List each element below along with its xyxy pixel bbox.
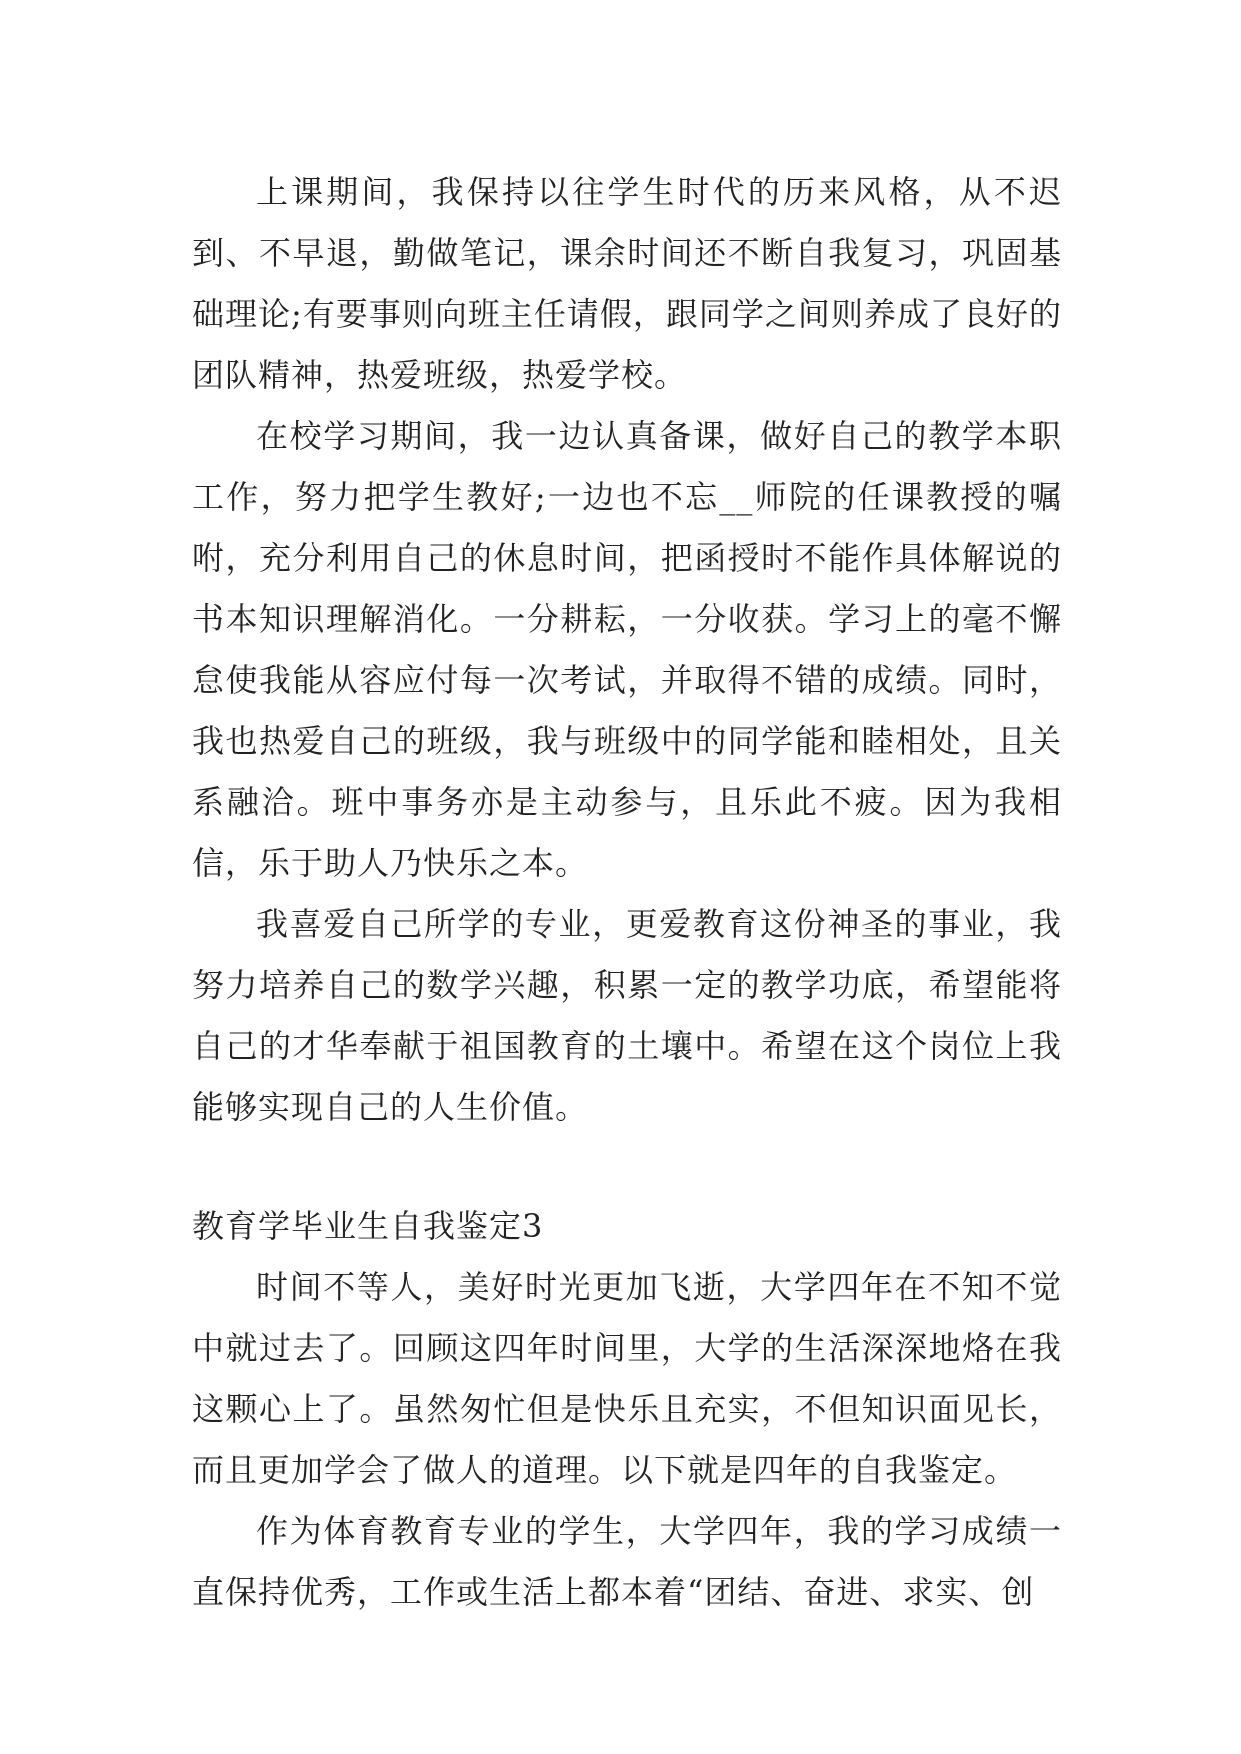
- paragraph-class-conduct: 上课期间，我保持以往学生时代的历来风格，从不迟到、不早退，勤做笔记，课余时间还不断自我复习，巩固基础理论;有要事则向班主任请假，跟同学之间则养成了良好的团队精神，热爱班级，热爱学校。: [192, 173, 1062, 394]
- section-heading: 教育学毕业生自我鉴定3: [192, 1207, 544, 1245]
- paragraph-study-period: 在校学习期间，我一边认真备课，做好自己的教学本职工作，努力把学生教好;一边也不忘__师院的任课教授的嘱咐，充分利用自己的休息时间，把函授时不能作具体解说的书本知识理解消化。一分耕耘，一分收获。学习上的毫不懈怠使我能从容应付每一次考试，并取得不错的成绩。同时，我也热爱自己的班级，我与班级中的同学能和睦相处，且关系融洽。班中事务亦是主动参与，且乐此不疲。因为我相信，乐于助人乃快乐之本。: [192, 417, 1062, 882]
- paragraph-pe-student: 作为体育教育专业的学生，大学四年，我的学习成绩一直保持优秀，工作或生活上都本着“团结、奋进、求实、创: [192, 1512, 1062, 1611]
- paragraph-four-years: 时间不等人，美好时光更加飞逝，大学四年在不知不觉中就过去了。回顾这四年时间里，大学的生活深深地烙在我这颗心上了。虽然匆忙但是快乐且充实，不但知识面见长，而且更加学会了做人的道理。以下就是四年的自我鉴定。: [192, 1268, 1062, 1489]
- paragraph-career-aspiration: 我喜爱自己所学的专业，更爱教育这份神圣的事业，我努力培养自己的数学兴趣，积累一定的教学功底，希望能将自己的才华奉献于祖国教育的土壤中。希望在这个岗位上我能够实现自己的人生价值。: [192, 905, 1062, 1126]
- document-body: [192, 162, 1062, 1623]
